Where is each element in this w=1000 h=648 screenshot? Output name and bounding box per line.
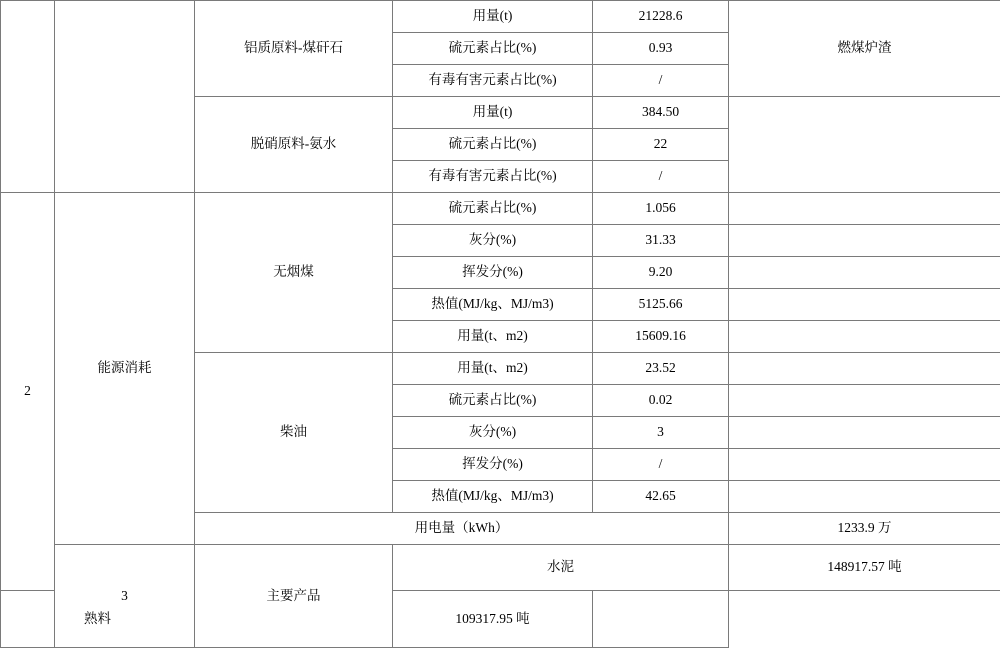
item-value: 3 [593, 417, 729, 449]
item-label: 灰分(%) [393, 225, 593, 257]
item-electricity-consumption: 用电量（kWh） [195, 513, 729, 545]
item-label: 有毒有害元素占比(%) [393, 65, 593, 97]
item-label: 硫元素占比(%) [393, 129, 593, 161]
item-label: 热值(MJ/kg、MJ/m3) [393, 289, 593, 321]
category-main-products: 主要产品 [195, 545, 393, 648]
item-value: 15609.16 [593, 321, 729, 353]
note-cell [729, 225, 1000, 257]
product-clinker: 熟料 [1, 591, 195, 648]
item-label: 硫元素占比(%) [393, 385, 593, 417]
item-value: 22 [593, 129, 729, 161]
note-cell [729, 481, 1000, 513]
subcategory-anthracite: 无烟煤 [195, 193, 393, 353]
item-label: 热值(MJ/kg、MJ/m3) [393, 481, 593, 513]
note-cell [729, 257, 1000, 289]
item-value: 31.33 [593, 225, 729, 257]
item-label: 挥发分(%) [393, 449, 593, 481]
item-value: 0.93 [593, 33, 729, 65]
table-row [1, 193, 1000, 225]
table-row [1, 591, 1000, 648]
item-label: 用量(t) [393, 97, 593, 129]
category-energy-consumption: 能源消耗 [55, 193, 195, 545]
note-cell [729, 353, 1000, 385]
subcategory-ammonia-water: 脱硝原料-氨水 [195, 97, 393, 193]
item-value: 23.52 [593, 353, 729, 385]
note-cell [729, 449, 1000, 481]
row-index-2: 2 [1, 193, 55, 591]
product-cement: 水泥 [393, 545, 729, 591]
note-cell [593, 591, 729, 648]
note-cell [729, 417, 1000, 449]
item-label: 硫元素占比(%) [393, 33, 593, 65]
row-index-cell [1, 1, 55, 193]
item-label: 用量(t、m2) [393, 353, 593, 385]
item-label: 挥发分(%) [393, 257, 593, 289]
item-value: 1.056 [593, 193, 729, 225]
item-label: 用量(t、m2) [393, 321, 593, 353]
item-label: 灰分(%) [393, 417, 593, 449]
note-cell [729, 385, 1000, 417]
item-value: / [593, 65, 729, 97]
item-label: 硫元素占比(%) [393, 193, 593, 225]
note-cell [729, 193, 1000, 225]
item-label: 用量(t) [393, 1, 593, 33]
subcategory-diesel: 柴油 [195, 353, 393, 513]
row-category-cell [55, 1, 195, 193]
table-row [1, 1, 1000, 33]
note-cell [729, 321, 1000, 353]
note-cell [729, 289, 1000, 321]
item-value: 21228.6 [593, 1, 729, 33]
item-value: 5125.66 [593, 289, 729, 321]
item-value: 9.20 [593, 257, 729, 289]
item-label: 有毒有害元素占比(%) [393, 161, 593, 193]
table-row [1, 545, 1000, 591]
row-index-3: 3 [55, 545, 195, 648]
item-value: 109317.95 吨 [393, 591, 593, 648]
subcategory-coal-gangue: 铝质原料-煤矸石 [195, 1, 393, 97]
item-value: / [593, 161, 729, 193]
item-value: 0.02 [593, 385, 729, 417]
note-cell [729, 97, 1000, 193]
note-cell: 燃煤炉渣 [729, 1, 1000, 97]
item-value: 148917.57 吨 [729, 545, 1000, 591]
item-value: 384.50 [593, 97, 729, 129]
item-value: 42.65 [593, 481, 729, 513]
item-value: 1233.9 万 [729, 513, 1000, 545]
item-value: / [593, 449, 729, 481]
